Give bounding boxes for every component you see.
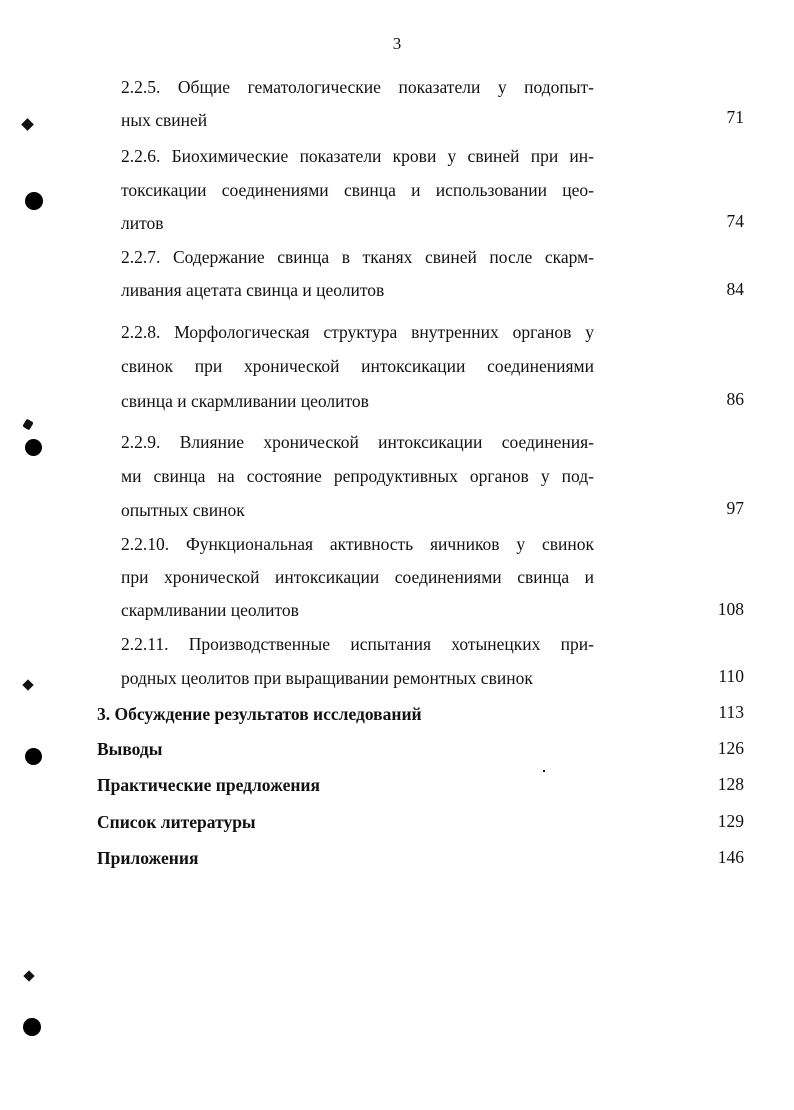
scan-speck — [23, 970, 34, 981]
scan-speck — [22, 419, 33, 431]
toc-page-number: 146 — [717, 847, 744, 867]
toc-entry-2-2-6-line: литов — [121, 213, 164, 233]
toc-page-number: 128 — [717, 774, 744, 794]
toc-page-number: 126 — [717, 738, 744, 758]
scan-speck — [21, 118, 34, 131]
toc-entry-2-2-7-line: 2.2.7. Содержание свинца в тканях свиней после скарм- — [121, 247, 594, 267]
toc-page-number: 86 — [726, 389, 744, 409]
toc-entry-2-2-6-line: токсикации соединениями свинца и использовании цео- — [121, 180, 594, 200]
toc-entry-references: Список литературы — [97, 812, 256, 832]
toc-page-number: 110 — [718, 666, 744, 686]
toc-page-number: 97 — [726, 498, 744, 518]
toc-entry-2-2-8-line: 2.2.8. Морфологическая структура внутренних органов у — [121, 322, 594, 342]
punch-hole — [25, 192, 43, 210]
toc-entry-2-2-6-line: 2.2.6. Биохимические показатели крови у свиней при ин- — [121, 146, 594, 166]
toc-entry-2-2-8-line: свинца и скармливании цеолитов — [121, 391, 369, 411]
punch-hole — [25, 748, 42, 765]
toc-entry-2-2-7-line: ливания ацетата свинца и цеолитов — [121, 280, 385, 300]
toc-entry-2-2-8-line: свинок при хронической интоксикации соединениями — [121, 356, 594, 376]
toc-page-number: 84 — [726, 279, 744, 299]
toc-entry-2-2-11-line: 2.2.11. Производственные испытания хотынецких при- — [121, 634, 594, 654]
toc-entry-practical: Практические предложения — [97, 775, 320, 795]
toc-entry-2-2-9-line: опытных свинок — [121, 500, 245, 520]
toc-page-number: 108 — [717, 599, 744, 619]
toc-page-number: 129 — [717, 811, 744, 831]
toc-entry-2-2-9-line: ми свинца на состояние репродуктивных органов у под- — [121, 466, 594, 486]
toc-entry-conclusions: Выводы — [97, 739, 163, 759]
punch-hole — [23, 1018, 41, 1036]
scan-speck — [543, 770, 545, 772]
toc-entry-2-2-5-line: ных свиней — [121, 110, 208, 130]
toc-page-number: 71 — [726, 107, 744, 127]
page-number: 3 — [392, 34, 402, 53]
toc-entry-appendices: Приложения — [97, 848, 199, 868]
toc-entry-2-2-10-line: при хронической интоксикации соединениями свинца и — [121, 567, 594, 587]
toc-entry-2-2-9-line: 2.2.9. Влияние хронической интоксикации соединения- — [121, 432, 594, 452]
scan-speck — [22, 679, 33, 690]
toc-page-number: 74 — [726, 211, 744, 231]
toc-entry-chapter-3: 3. Обсуждение результатов исследований — [97, 704, 422, 724]
toc-entry-2-2-10-line: скармливании цеолитов — [121, 600, 299, 620]
toc-entry-2-2-5-line: 2.2.5. Общие гематологические показатели у подопыт- — [121, 77, 594, 97]
punch-hole — [25, 439, 42, 456]
toc-page-number: 113 — [718, 702, 744, 722]
toc-entry-2-2-10-line: 2.2.10. Функциональная активность яичников у свинок — [121, 534, 594, 554]
toc-entry-2-2-11-line: родных цеолитов при выращивании ремонтных свинок — [121, 668, 533, 688]
